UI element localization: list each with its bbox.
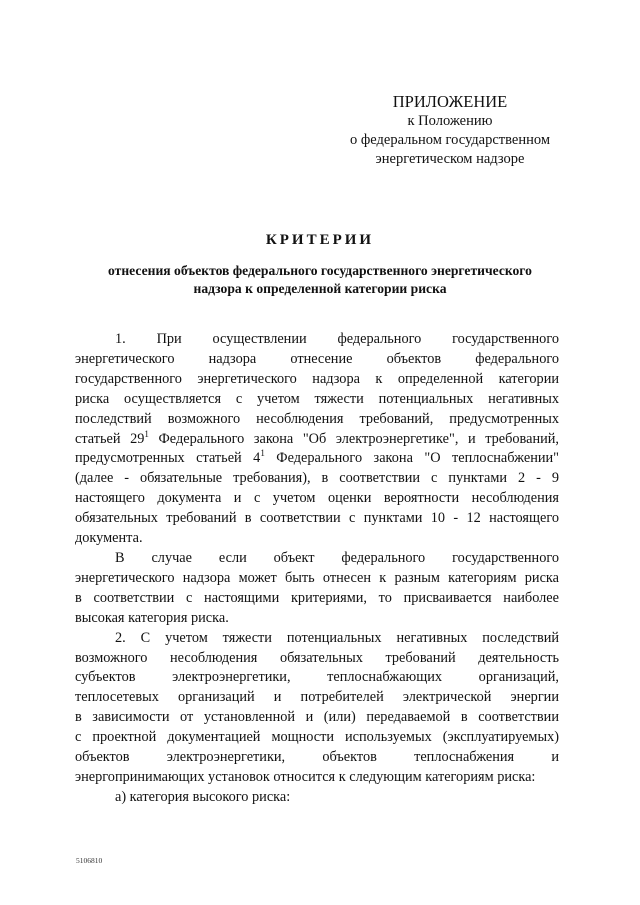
text-line: обязательных требований в соответствии с пунктами 10 - 12 настоящего [75,510,559,527]
text-line: В случае если объект федерального государственного [115,549,559,566]
text-line: в зависимости от установленной и (или) передаваемой в соответствии [75,709,559,726]
text-fragment: Федерального закона "О теплоснабжении" [264,450,559,467]
text-line: с проектной документацией мощности используемых (эксплуатируемых) [75,729,559,746]
text-line: 1. При осуществлении федерального государственного [115,331,559,347]
superscript: 1 [144,428,149,439]
text-line: документа. [75,530,143,547]
document-subtitle [60,262,580,298]
text-line [75,449,559,469]
text-line: 2. С учетом тяжести потенциальных негативных последствий [115,629,559,646]
appendix-ref-line: к Положению [407,113,493,129]
text-line: энергетического надзора может быть отнесен к разным категориям риска [75,569,559,586]
text-line: риска осуществляется с учетом тяжести потенциальных негативных [75,390,559,407]
text-line: настоящего документа и с учетом оценки вероятности несоблюдения [75,490,559,507]
text-line: теплосетевых организаций и потребителей электрической энергии [75,689,559,706]
text-line: энергетического надзора отнесение объектов федерального [75,350,559,367]
paragraph-2 [75,549,559,629]
appendix-header [300,91,600,169]
text-line: субъектов электроэнергетики, теплоснабжающих организаций, [75,669,559,686]
superscript: 1 [260,448,265,459]
paragraph-1 [75,330,559,549]
paragraph-3 [75,629,559,788]
text-line: энергопринимающих установок относится к следующим категориям риска: [75,768,536,785]
text-line: объектов электроэнергетики, объектов теплоснабжения и [75,749,559,766]
text-fragment: предусмотренных статьей 4 [75,450,261,467]
appendix-ref-line: о федеральном государственном [349,132,550,148]
text-line [75,430,559,450]
text-line: в соответствии с настоящими критериями, то присваивается наиболее [75,589,559,606]
text-line: (далее - обязательные требования), в соответствии с пунктами 2 - 9 [75,470,559,487]
appendix-label: ПРИЛОЖЕНИЕ [392,92,508,111]
text-fragment: Федерального закона "Об электроэнергетике", и требований, [148,430,559,447]
list-item-a: а) категория высокого риска: [115,788,291,805]
document-code: 5106810 [76,856,103,865]
text-line: последствий возможного несоблюдения требований, предусмотренных [75,410,559,427]
text-fragment: статьей 29 [75,430,145,447]
text-line: возможного несоблюдения обязательных требований деятельность [75,649,559,666]
document-body [75,330,559,808]
document-title: КРИТЕРИИ [265,232,375,248]
text-line: высокая категория риска. [75,609,229,626]
text-line: государственного энергетического надзора к определенной категории [75,370,559,387]
subtitle-line: отнесения объектов федерального государственного энергетического [108,263,532,278]
appendix-ref-line: энергетическом надзоре [375,151,525,167]
subtitle-line: надзора к определенной категории риска [193,281,447,296]
